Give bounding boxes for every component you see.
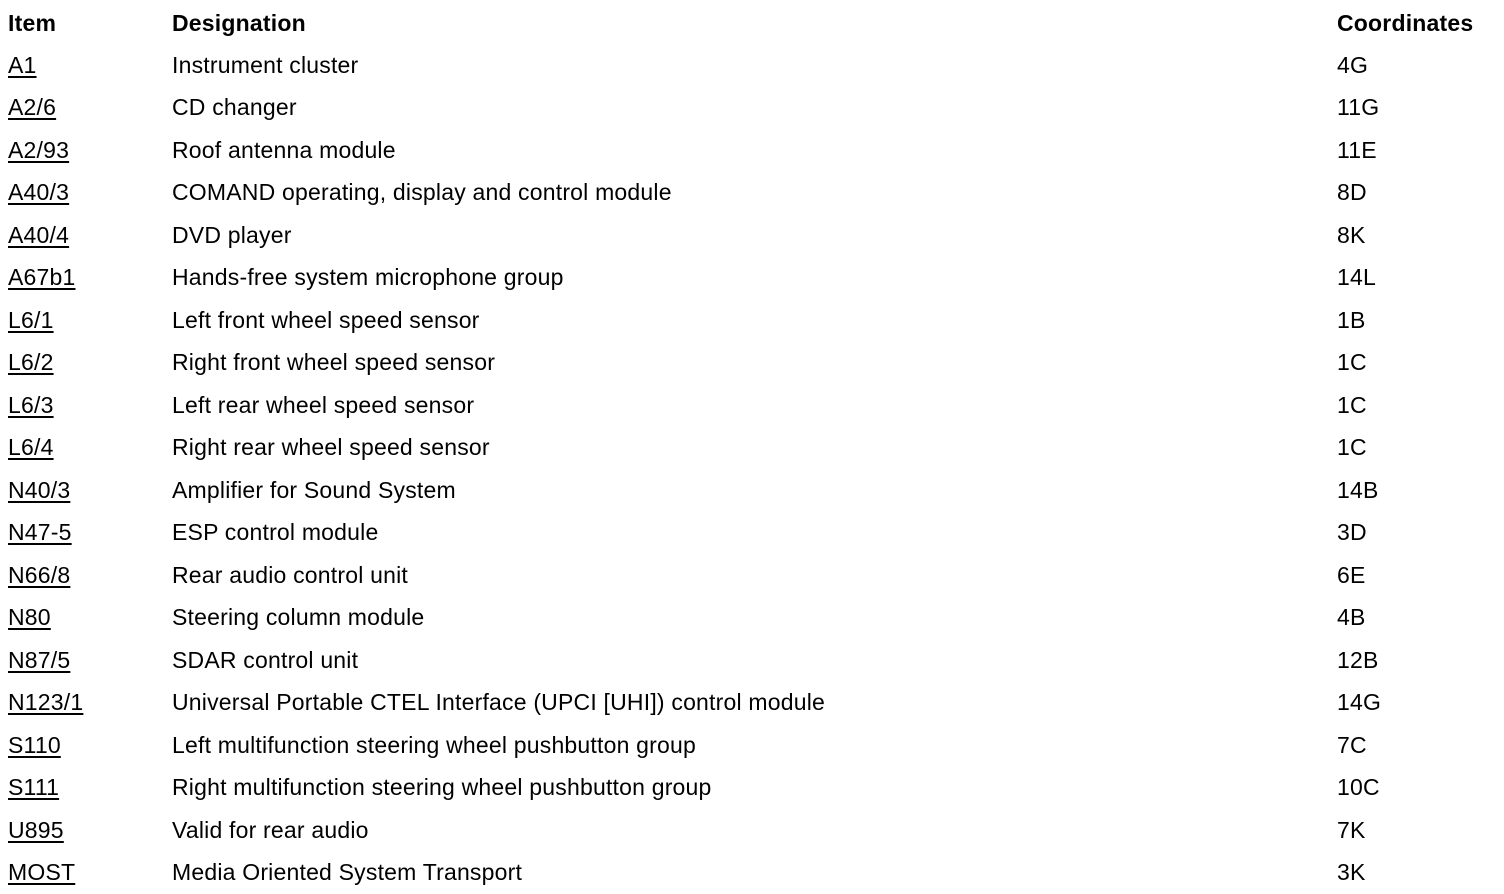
item-link[interactable]: N47-5: [8, 519, 72, 546]
item-cell: [0, 639, 172, 682]
item-link[interactable]: S111: [8, 774, 60, 801]
item-cell: [0, 214, 172, 257]
coordinates-cell: 12B: [1337, 646, 1379, 673]
designation-cell: Steering column module: [172, 604, 425, 631]
item-cell: [0, 257, 172, 300]
coordinates-cell: 3D: [1337, 519, 1367, 546]
table-body: [0, 44, 1504, 894]
item-link[interactable]: L6/1: [8, 306, 54, 333]
designation-cell: Left multifunction steering wheel pushbutton group: [172, 731, 696, 758]
designation-cell: CD changer: [172, 94, 297, 121]
table-row: [0, 129, 1504, 172]
coordinates-cell: 10C: [1337, 774, 1380, 801]
item-cell: [0, 87, 172, 130]
item-link[interactable]: N123/1: [8, 689, 84, 716]
coordinates-cell: 8D: [1337, 179, 1367, 206]
item-cell: [0, 44, 172, 87]
table-row: [0, 512, 1504, 555]
designation-cell: Hands-free system microphone group: [172, 264, 564, 291]
item-link[interactable]: A2/93: [8, 136, 70, 163]
coordinates-cell: 7K: [1337, 816, 1366, 843]
coordinates-cell: 1C: [1337, 391, 1367, 418]
designation-cell: Valid for rear audio: [172, 816, 369, 843]
table-row: [0, 257, 1504, 300]
item-link[interactable]: N80: [8, 604, 51, 631]
item-cell: [0, 682, 172, 725]
coordinates-cell: 14B: [1337, 476, 1379, 503]
coordinates-cell: 8K: [1337, 221, 1366, 248]
item-link[interactable]: L6/4: [8, 434, 54, 461]
table-row: [0, 299, 1504, 342]
coordinates-cell: 1C: [1337, 434, 1367, 461]
table-row: [0, 724, 1504, 767]
designation-cell: Instrument cluster: [172, 51, 359, 78]
coordinates-cell: 14G: [1337, 689, 1382, 716]
item-cell: [0, 172, 172, 215]
item-cell: [0, 597, 172, 640]
item-link[interactable]: U895: [8, 816, 64, 843]
item-cell: [0, 129, 172, 172]
coordinates-cell: 1B: [1337, 306, 1366, 333]
designation-cell: Amplifier for Sound System: [172, 476, 456, 503]
column-header-item: Item: [8, 9, 57, 36]
designation-cell: Rear audio control unit: [172, 561, 409, 588]
item-link[interactable]: L6/2: [8, 349, 54, 376]
item-cell: [0, 384, 172, 427]
table-row: [0, 469, 1504, 512]
table-row: [0, 384, 1504, 427]
designation-cell: Right rear wheel speed sensor: [172, 434, 490, 461]
designation-cell: Right multifunction steering wheel pushbutton group: [172, 774, 712, 801]
designation-cell: Right front wheel speed sensor: [172, 349, 496, 376]
table-row: [0, 809, 1504, 852]
item-link[interactable]: L6/3: [8, 391, 54, 418]
table-row: [0, 87, 1504, 130]
designation-cell: COMAND operating, display and control module: [172, 179, 672, 206]
item-cell: [0, 852, 172, 894]
table-row: [0, 214, 1504, 257]
item-link[interactable]: A40/4: [8, 221, 70, 248]
item-link[interactable]: S110: [8, 731, 61, 758]
coordinates-cell: 3K: [1337, 859, 1366, 886]
table-row: [0, 852, 1504, 894]
item-cell: [0, 512, 172, 555]
item-link[interactable]: A40/3: [8, 179, 70, 206]
item-link[interactable]: A67b1: [8, 264, 76, 291]
table-row: [0, 44, 1504, 87]
coordinates-cell: 4G: [1337, 51, 1369, 78]
table-row: [0, 767, 1504, 810]
table-row: [0, 682, 1504, 725]
coordinates-cell: 11G: [1337, 94, 1380, 121]
header-row: [0, 0, 1504, 44]
designation-cell: DVD player: [172, 221, 292, 248]
designation-cell: Media Oriented System Transport: [172, 859, 523, 886]
designation-cell: Left rear wheel speed sensor: [172, 391, 475, 418]
item-cell: [0, 809, 172, 852]
item-cell: [0, 469, 172, 512]
item-cell: [0, 554, 172, 597]
column-header-designation: Designation: [172, 9, 306, 36]
coordinates-cell: 6E: [1337, 561, 1366, 588]
table-row: [0, 639, 1504, 682]
item-cell: [0, 767, 172, 810]
designation-cell: ESP control module: [172, 519, 379, 546]
designation-cell: SDAR control unit: [172, 646, 359, 673]
coordinates-cell: 4B: [1337, 604, 1366, 631]
table-row: [0, 342, 1504, 385]
item-link[interactable]: A2/6: [8, 94, 57, 121]
item-link[interactable]: N87/5: [8, 646, 71, 673]
item-link[interactable]: A1: [8, 51, 37, 78]
item-link[interactable]: N66/8: [8, 561, 71, 588]
item-link[interactable]: MOST: [8, 859, 76, 886]
item-cell: [0, 427, 172, 470]
designation-cell: Left front wheel speed sensor: [172, 306, 480, 333]
coordinates-cell: 1C: [1337, 349, 1367, 376]
coordinates-cell: 11E: [1337, 136, 1377, 163]
table-row: [0, 427, 1504, 470]
designation-cell: Roof antenna module: [172, 136, 396, 163]
table-header: [0, 0, 1504, 44]
coordinates-cell: 14L: [1337, 264, 1376, 291]
item-cell: [0, 342, 172, 385]
designation-cell: Universal Portable CTEL Interface (UPCI [UHI]) control module: [172, 689, 826, 716]
item-cell: [0, 724, 172, 767]
table-row: [0, 554, 1504, 597]
table-row: [0, 597, 1504, 640]
item-cell: [0, 299, 172, 342]
coordinates-cell: 7C: [1337, 731, 1367, 758]
table-row: [0, 172, 1504, 215]
column-header-coordinates: Coordinates: [1337, 9, 1474, 36]
item-link[interactable]: N40/3: [8, 476, 71, 503]
